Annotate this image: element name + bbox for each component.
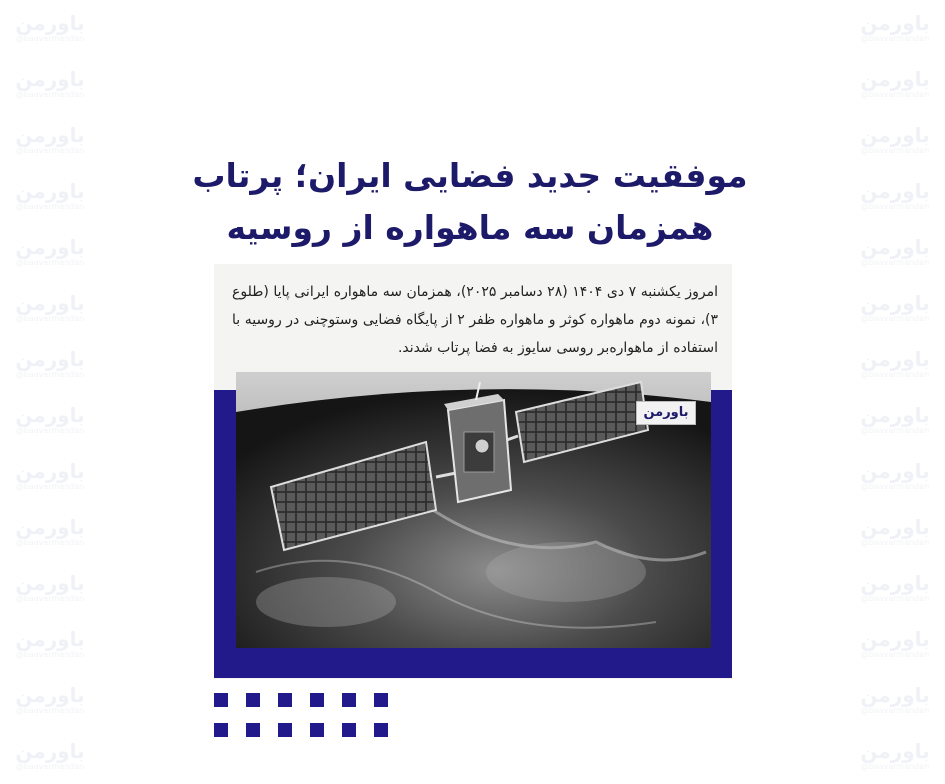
- decor-dot: [310, 723, 324, 737]
- watermark-column-left: [0, 0, 100, 771]
- watermark-item: [0, 448, 100, 504]
- watermark-item: [845, 56, 945, 112]
- watermark-logo: باورمن: [15, 123, 85, 147]
- watermark-logo: باورمن: [860, 683, 930, 707]
- decor-dot: [246, 723, 260, 737]
- watermark-logo: باورمن: [860, 67, 930, 91]
- decorative-dots: [214, 693, 394, 743]
- watermark-logo: باورمن: [860, 403, 930, 427]
- watermark-handle: @baavarmandan: [860, 762, 930, 771]
- title-line-2: همزمان سه ماهواره از روسیه: [226, 208, 714, 247]
- watermark-handle: @baavarmandan: [860, 314, 930, 323]
- watermark-item: [0, 672, 100, 728]
- decor-dot: [214, 693, 228, 707]
- watermark-logo: باورمن: [15, 347, 85, 371]
- decor-dot: [342, 723, 356, 737]
- watermark-logo: باورمن: [860, 291, 930, 315]
- watermark-logo: باورمن: [860, 571, 930, 595]
- watermark-logo: باورمن: [15, 291, 85, 315]
- watermark-item: [0, 616, 100, 672]
- watermark-handle: @baavarmandan: [15, 650, 85, 659]
- watermark-item: [0, 56, 100, 112]
- decor-dot: [342, 693, 356, 707]
- photo-logo: باورمن: [636, 401, 696, 425]
- watermark-item: [0, 728, 100, 784]
- watermark-logo: باورمن: [15, 627, 85, 651]
- watermark-item: [845, 168, 945, 224]
- watermark-item: [0, 0, 100, 56]
- watermark-item: [845, 112, 945, 168]
- watermark-item: [0, 504, 100, 560]
- watermark-handle: @baavarmandan: [15, 258, 85, 267]
- watermark-logo: باورمن: [860, 11, 930, 35]
- watermark-handle: @baavarmandan: [15, 146, 85, 155]
- watermark-logo: باورمن: [860, 515, 930, 539]
- watermark-handle: @baavarmandan: [15, 202, 85, 211]
- watermark-handle: @baavarmandan: [860, 202, 930, 211]
- watermark-item: [845, 280, 945, 336]
- watermark-item: [845, 560, 945, 616]
- watermark-handle: @baavarmandan: [860, 650, 930, 659]
- watermark-handle: @baavarmandan: [15, 370, 85, 379]
- watermark-item: [845, 448, 945, 504]
- article-body: امروز یکشنبه ۷ دی ۱۴۰۴ (۲۸ دسامبر ۲۰۲۵)، همزمان سه ماهواره ایرانی پایا (طلوع ۳)، نمونه دوم ماهواره کوثر و ماهواره ظفر ۲ از پایگاه فضایی وستوچنی در روسیه با استفاده از ماهواره‌بر روسی سایوز به فضا پرتاب شدند.: [232, 284, 718, 356]
- watermark-handle: @baavarmandan: [860, 370, 930, 379]
- watermark-handle: @baavarmandan: [15, 426, 85, 435]
- watermark-logo: باورمن: [15, 179, 85, 203]
- watermark-logo: باورمن: [15, 235, 85, 259]
- decor-dot: [374, 693, 388, 707]
- watermark-handle: @baavarmandan: [860, 34, 930, 43]
- watermark-item: [845, 728, 945, 784]
- watermark-item: [845, 672, 945, 728]
- title-line-1: موفقیت جدید فضایی ایران؛ پرتاب: [192, 156, 748, 195]
- watermark-item: [0, 112, 100, 168]
- watermark-logo: باورمن: [860, 627, 930, 651]
- watermark-handle: @baavarmandan: [860, 594, 930, 603]
- watermark-logo: باورمن: [15, 67, 85, 91]
- article-title: [150, 150, 790, 254]
- watermark-item: [0, 560, 100, 616]
- watermark-logo: باورمن: [860, 739, 930, 763]
- watermark-logo: باورمن: [15, 11, 85, 35]
- watermark-item: [845, 0, 945, 56]
- decor-dot: [246, 693, 260, 707]
- decor-dot: [278, 693, 292, 707]
- watermark-item: [0, 392, 100, 448]
- watermark-handle: @baavarmandan: [15, 706, 85, 715]
- watermark-logo: باورمن: [15, 739, 85, 763]
- watermark-logo: باورمن: [15, 403, 85, 427]
- watermark-handle: @baavarmandan: [860, 706, 930, 715]
- watermark-item: [845, 616, 945, 672]
- watermark-column-right: [845, 0, 945, 771]
- watermark-handle: @baavarmandan: [15, 482, 85, 491]
- watermark-handle: @baavarmandan: [860, 426, 930, 435]
- watermark-logo: باورمن: [15, 683, 85, 707]
- decor-dot: [278, 723, 292, 737]
- watermark-handle: @baavarmandan: [860, 482, 930, 491]
- watermark-logo: باورمن: [860, 459, 930, 483]
- decor-dot: [214, 723, 228, 737]
- watermark-item: [845, 224, 945, 280]
- watermark-logo: باورمن: [15, 459, 85, 483]
- watermark-handle: @baavarmandan: [860, 258, 930, 267]
- decor-dot: [374, 723, 388, 737]
- watermark-logo: باورمن: [15, 571, 85, 595]
- watermark-handle: @baavarmandan: [15, 538, 85, 547]
- watermark-logo: باورمن: [860, 123, 930, 147]
- watermark-item: [0, 280, 100, 336]
- watermark-handle: @baavarmandan: [15, 594, 85, 603]
- watermark-handle: @baavarmandan: [15, 90, 85, 99]
- watermark-handle: @baavarmandan: [860, 90, 930, 99]
- decor-dot: [310, 693, 324, 707]
- watermark-handle: @baavarmandan: [15, 314, 85, 323]
- watermark-item: [845, 392, 945, 448]
- watermark-item: [0, 168, 100, 224]
- watermark-item: [845, 336, 945, 392]
- watermark-handle: @baavarmandan: [860, 146, 930, 155]
- watermark-logo: باورمن: [860, 347, 930, 371]
- watermark-logo: باورمن: [860, 235, 930, 259]
- watermark-item: [845, 504, 945, 560]
- watermark-handle: @baavarmandan: [860, 538, 930, 547]
- watermark-handle: @baavarmandan: [15, 762, 85, 771]
- watermark-handle: @baavarmandan: [15, 34, 85, 43]
- watermark-logo: باورمن: [860, 179, 930, 203]
- watermark-item: [0, 336, 100, 392]
- watermark-logo: باورمن: [15, 515, 85, 539]
- watermark-item: [0, 224, 100, 280]
